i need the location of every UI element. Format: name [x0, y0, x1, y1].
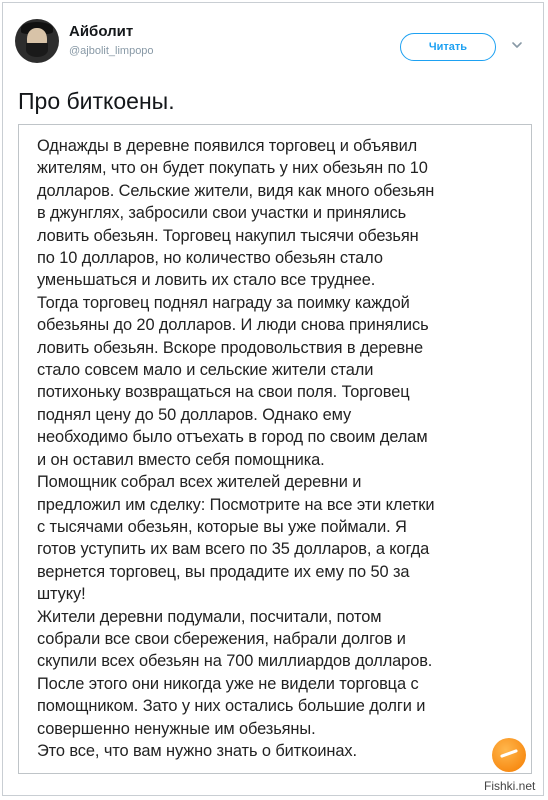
author-name[interactable]: Айболит	[69, 23, 134, 40]
chevron-down-icon[interactable]	[510, 38, 524, 52]
avatar[interactable]	[15, 19, 59, 63]
author-handle[interactable]: @ajbolit_limpopo	[69, 45, 154, 57]
watermark: Fishki.net	[484, 779, 536, 793]
follow-button[interactable]: Читать	[400, 33, 496, 61]
ura-logo-icon	[492, 738, 526, 772]
tweet-image[interactable]	[18, 124, 532, 774]
tweet-text: Про биткоены.	[18, 88, 175, 114]
avatar-beard	[26, 43, 48, 57]
story-text: Однажды в деревне появился торговец и объявил жителям, что он будет покупать у них обезьян по 10 долларов. Сельские жители, видя как много обезьян в джунглях, забросили свои участки и принялись ловить обезьян. Торговец накупил тысячи обезьян по 10 долларов, но количество обезьян стало уменьшаться и ловить их стало все труднее. Тогда торговец поднял награду за поимку каждой обезьяны до 20 долларов. И люди снова принялись ловить обезьян. Вскоре продовольствия в деревне стало совсем мало и сельские жители стали потихоньку возвращаться на свои поля. Торговец поднял цену до 50 долларов. Однако ему необходимо было отъехать в город по своим делам и он оставил вместо себя помощника. Помощник собрал всех жителей деревни и предложил им сделку: Посмотрите на все эти клетки с тысячами обезьян, которые вы уже поймали. Я готов уступить их вам всего по 35 долларов, а когда вернется торговец, вы продадите их ему по 50 за штуку! Жители деревни подумали, посчитали, потом собрали все свои сбережения, набрали долгов и скупили всех обезьян на 700 миллиардов долларов. После этого они никогда уже не видели торговца с помощником. Зато у них остались большие долги и совершенно ненужные им обезьяны. Это все, что вам нужно знать о биткоинах.	[37, 137, 435, 760]
